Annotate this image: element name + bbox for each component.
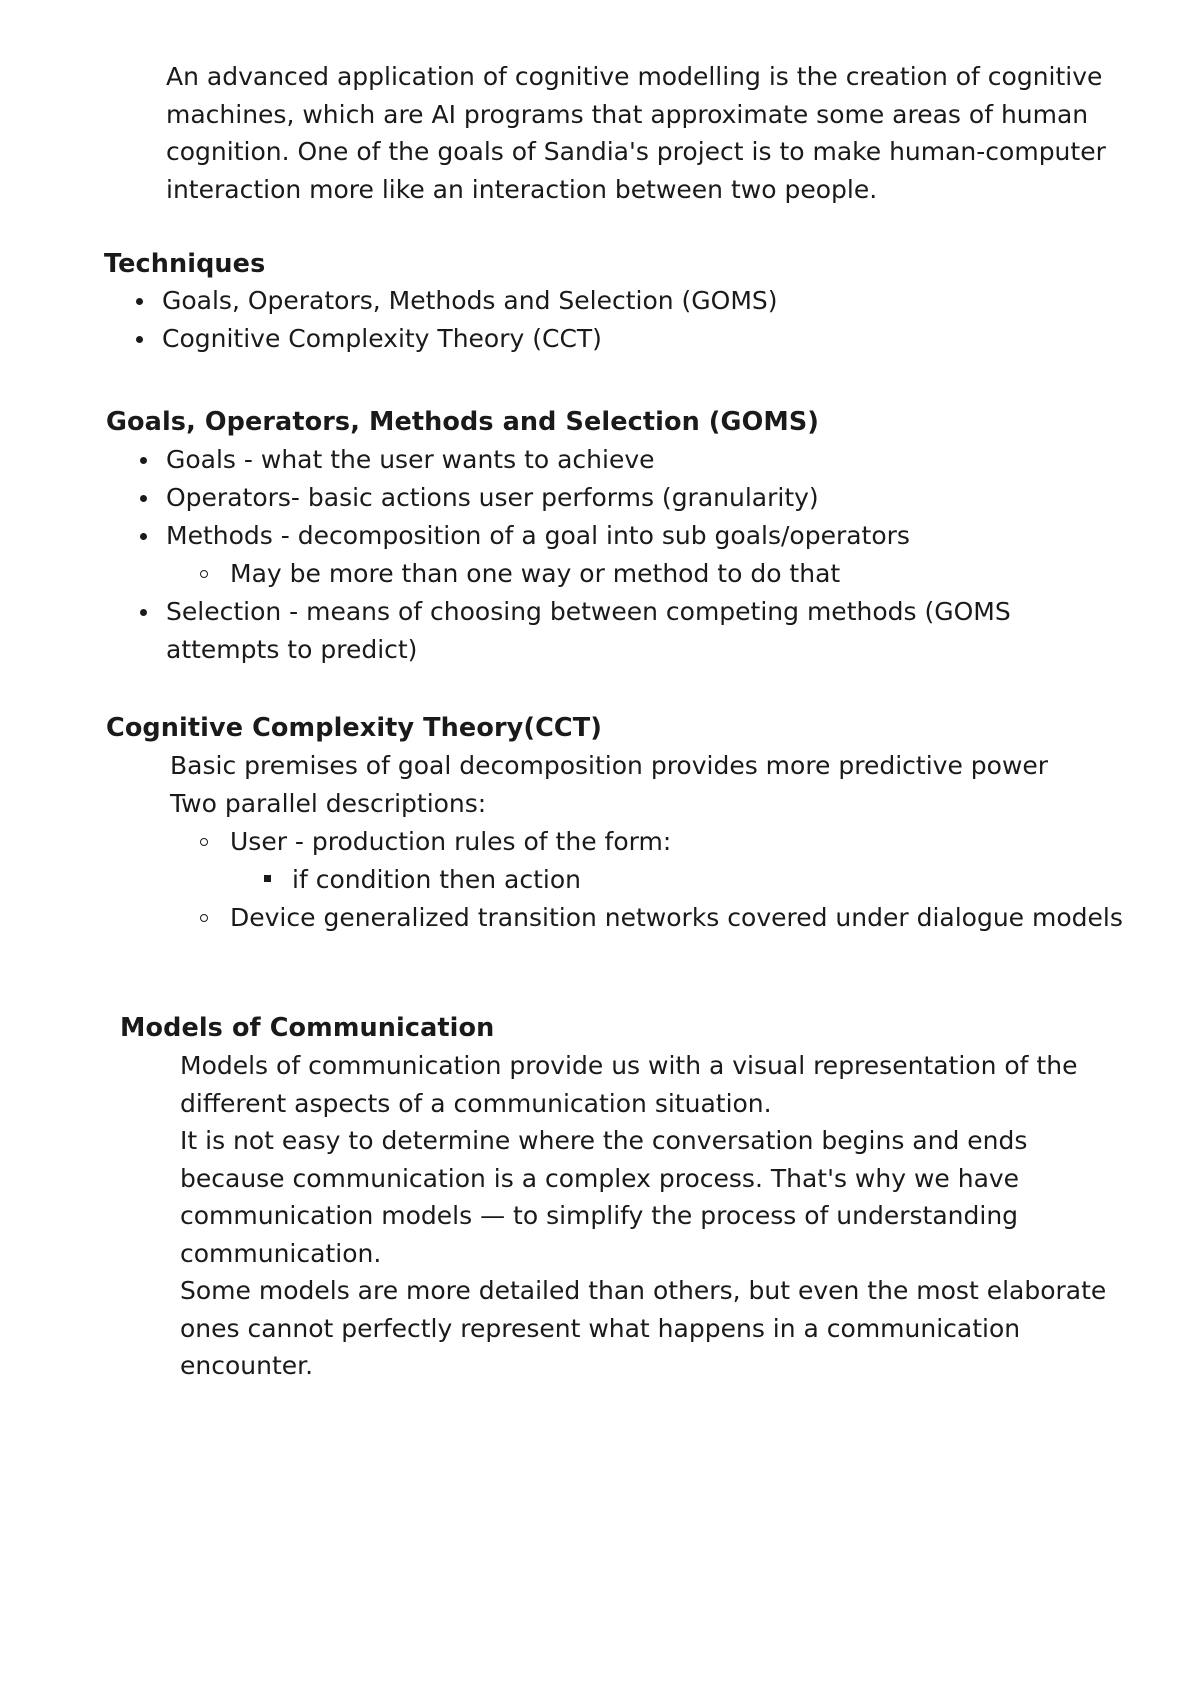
techniques-heading: Techniques <box>104 249 266 279</box>
list-item: Cognitive Complexity Theory (CCT) <box>132 320 1132 358</box>
communication-paragraph: Models of communication provide us with a visual representation of the different aspects of a communication situation. <box>180 1051 1078 1118</box>
communication-body <box>180 1047 1110 1385</box>
list-item: if condition then action <box>136 861 1186 899</box>
list-item: User - production rules of the form: <box>136 823 1186 861</box>
cct-heading: Cognitive Complexity Theory(CCT) <box>106 713 602 743</box>
list-item: Methods - decomposition of a goal into sub goals/operators <box>136 517 1036 555</box>
list-item: Selection - means of choosing between competing methods (GOMS attempts to predict) <box>136 593 1036 669</box>
list-item: May be more than one way or method to do that <box>136 555 1036 593</box>
communication-paragraph: It is not easy to determine where the conversation begins and ends because communication is a complex process. That's why we have communication models — to simplify the process of understanding communication. <box>180 1126 1028 1268</box>
communication-paragraph: Some models are more detailed than others, but even the most elaborate ones cannot perfectly represent what happens in a communication encounter. <box>180 1276 1107 1380</box>
cct-descriptions-label: Two parallel descriptions: <box>170 789 487 818</box>
list-item: Device generalized transition networks covered under dialogue models <box>136 899 1186 937</box>
list-item: Goals, Operators, Methods and Selection (GOMS) <box>132 282 1132 320</box>
goms-list <box>136 441 1036 669</box>
cct-premise: Basic premises of goal decomposition provides more predictive power <box>170 751 1049 780</box>
communication-heading: Models of Communication <box>120 1013 495 1043</box>
cct-list <box>136 823 1186 937</box>
techniques-list <box>132 282 1132 358</box>
list-item: Goals - what the user wants to achieve <box>136 441 1036 479</box>
list-item: Operators- basic actions user performs (granularity) <box>136 479 1036 517</box>
goms-heading: Goals, Operators, Methods and Selection (GOMS) <box>106 407 820 437</box>
intro-paragraph: An advanced application of cognitive modelling is the creation of cognitive machines, which are AI programs that approximate some areas of human cognition. One of the goals of Sandia's project is to make human-computer interaction more like an interaction between two people. <box>166 62 1106 204</box>
